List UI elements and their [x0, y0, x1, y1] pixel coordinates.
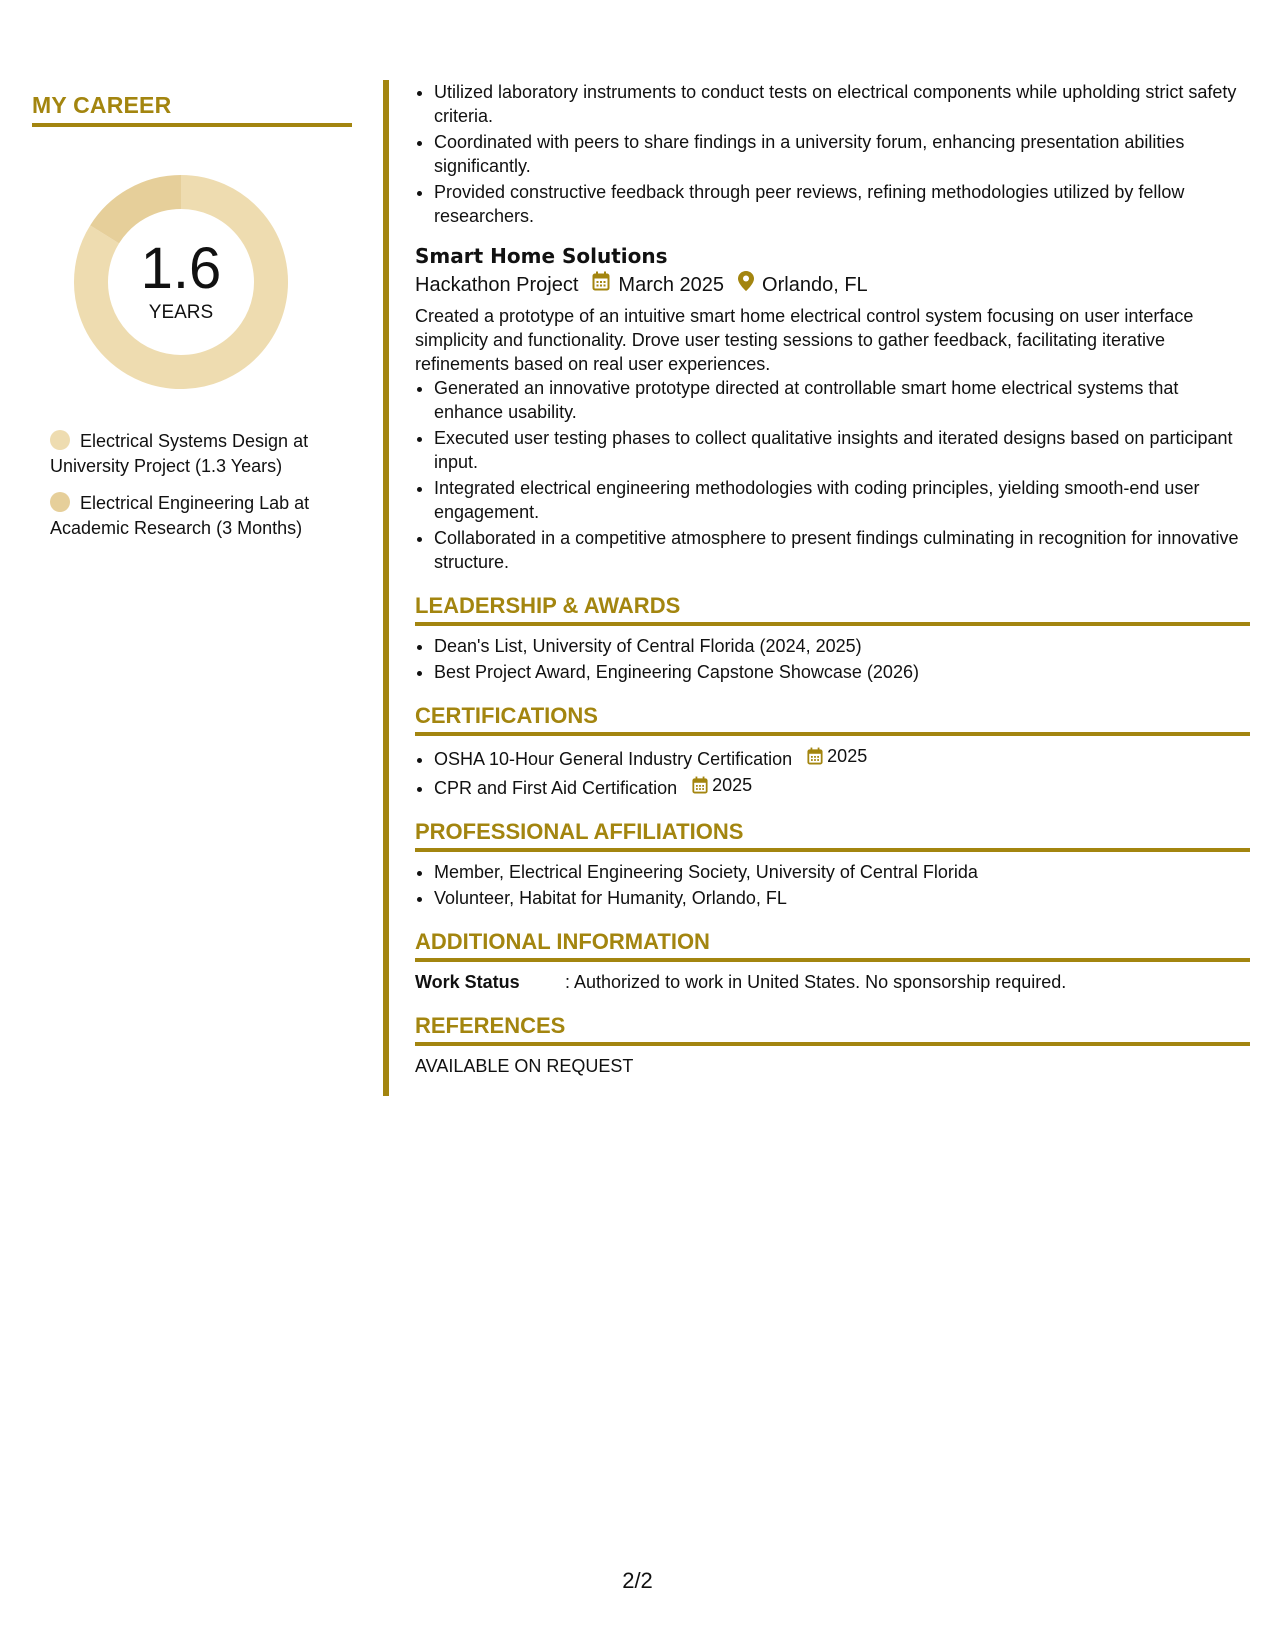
project-type: Hackathon Project: [415, 274, 579, 296]
list-item: • Coordinated with peers to share findings in a university forum, enhancing presentation abilities significantly.: [434, 130, 1250, 178]
references-section: [415, 1012, 1250, 1078]
legend-item: [50, 491, 352, 541]
list-item: [434, 744, 1250, 771]
certifications-section: [415, 702, 1250, 800]
list-item: • Utilized laboratory instruments to conduct tests on electrical components while upholding strict safety criteria.: [434, 80, 1250, 128]
career-donut-chart: [66, 167, 296, 397]
section-heading: CERTIFICATIONS: [415, 702, 1250, 736]
legend-label: Electrical Engineering Lab at Academic Research (3 Months): [50, 493, 310, 538]
list-item: • Executed user testing phases to collect qualitative insights and iterated designs based on participant input.: [434, 426, 1250, 474]
list-item: • Dean's List, University of Central Florida (2024, 2025): [434, 634, 1250, 658]
leadership-section: [415, 592, 1250, 684]
work-status-label: Work Status: [415, 972, 520, 992]
location-pin-icon: [738, 270, 754, 300]
section-heading: ADDITIONAL INFORMATION: [415, 928, 1250, 962]
project-bullets: [415, 376, 1250, 574]
column-divider: [383, 80, 389, 1096]
career-heading: MY CAREER: [32, 92, 352, 127]
project-meta: [415, 270, 1250, 300]
section-heading: LEADERSHIP & AWARDS: [415, 592, 1250, 626]
list-item: • Member, Electrical Engineering Society, University of Central Florida: [434, 860, 1250, 884]
legend-item: [50, 429, 352, 479]
affiliations-list: [415, 860, 1250, 910]
page-number: 2/2: [622, 1568, 653, 1593]
list-item: • Volunteer, Habitat for Humanity, Orlando, FL: [434, 886, 1250, 910]
section-heading: REFERENCES: [415, 1012, 1250, 1046]
affiliations-section: [415, 818, 1250, 910]
leadership-list: [415, 634, 1250, 684]
calendar-icon: [692, 776, 708, 794]
work-status-row: [415, 970, 1250, 994]
list-item: • Provided constructive feedback through peer reviews, refining methodologies utilized by fellow researchers.: [434, 180, 1250, 228]
certification-year: 2025: [712, 775, 753, 795]
career-sidebar: [32, 92, 352, 553]
list-item: • Generated an innovative prototype directed at controllable smart home electrical systems that enhance usability.: [434, 376, 1250, 424]
career-legend: [32, 429, 352, 541]
calendar-icon: [592, 270, 610, 300]
work-status-value: : Authorized to work in United States. No sponsorship required.: [565, 972, 1067, 992]
section-heading: PROFESSIONAL AFFILIATIONS: [415, 818, 1250, 852]
certification-year: 2025: [827, 746, 868, 766]
project-description: Created a prototype of an intuitive smart home electrical control system focusing on user interface simplicity and functionality. Drove user testing sessions to gather feedback, facilitating iterative refinements based on real user experiences.: [415, 306, 1194, 374]
references-text: AVAILABLE ON REQUEST: [415, 1056, 634, 1076]
certification-date: [807, 744, 867, 768]
list-item: [434, 773, 1250, 800]
list-item: • Integrated electrical engineering methodologies with coding principles, yielding smooth-end user engagement.: [434, 476, 1250, 524]
project-date: March 2025: [618, 274, 725, 296]
certification-date: [692, 773, 752, 797]
additional-info-section: [415, 928, 1250, 994]
calendar-icon: [807, 747, 823, 765]
experience-bullets: [415, 80, 1250, 228]
certifications-list: [415, 744, 1250, 800]
legend-dot: [50, 492, 70, 512]
career-total-value: 1.6: [140, 236, 222, 301]
project-location: Orlando, FL: [762, 274, 868, 296]
certification-name: CPR and First Aid Certification: [434, 778, 678, 798]
main-column: [415, 80, 1250, 1078]
legend-label: Electrical Systems Design at University Project (1.3 Years): [50, 431, 309, 476]
list-item: • Best Project Award, Engineering Capstone Showcase (2026): [434, 660, 1250, 684]
list-item: • Collaborated in a competitive atmosphere to present findings culminating in recognition for innovative structure.: [434, 526, 1250, 574]
legend-dot: [50, 430, 70, 450]
donut-center: [66, 167, 296, 397]
project-title: Smart Home Solutions: [415, 244, 668, 268]
certification-name: OSHA 10-Hour General Industry Certification: [434, 749, 793, 769]
career-total-unit: YEARS: [148, 302, 214, 323]
